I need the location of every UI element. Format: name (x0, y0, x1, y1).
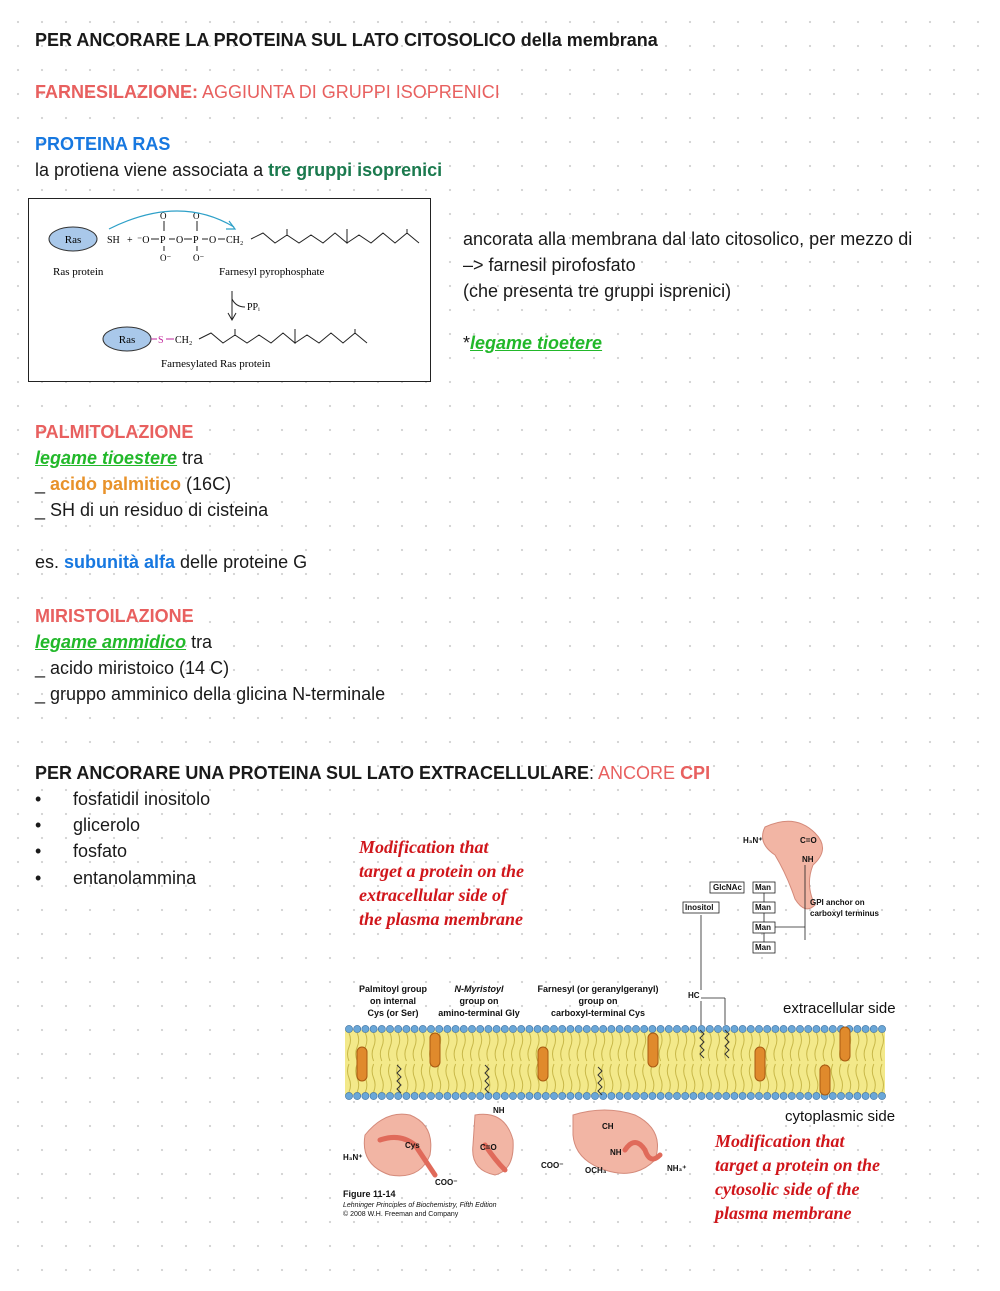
glcnac-label: GlcNAc (713, 883, 742, 892)
cys-label: Cys (405, 1141, 420, 1150)
lipid-head (632, 1092, 639, 1099)
farnesylation-line (35, 80, 500, 104)
lipid-head (624, 1092, 631, 1099)
farnesylation-title: FARNESILAZIONE: (35, 82, 199, 102)
thioester-suffix: tra (177, 448, 204, 468)
svg-text:plasma membrane: plasma membrane (715, 1203, 852, 1223)
inositol-label: Inositol (685, 903, 714, 912)
ras-title: PROTEINA RAS (35, 134, 171, 154)
ch-label: CH (602, 1122, 614, 1131)
lipid-head (378, 1092, 385, 1099)
lipid-head (542, 1025, 549, 1032)
cytosolic-anchor-heading (35, 28, 658, 52)
nh-gpi: NH (802, 855, 814, 864)
lipid-head (796, 1092, 803, 1099)
palmitoyl-label-3: Cys (or Ser) (367, 1008, 419, 1018)
ch2-label-2: CH₂ (175, 335, 193, 346)
lipid-head (714, 1025, 721, 1032)
gpi-anchor-label-1: GPI anchor on (810, 898, 865, 907)
lipid-head (829, 1092, 836, 1099)
ras-side-line-1: ancorata alla membrana dal lato citosolico, per mezzo di (463, 229, 913, 249)
myristoylation-item-2: _ gruppo amminico della glicina N-terminale (35, 684, 386, 704)
figure-book: Lehninger Principles of Biochemistry, Fifth Edition (343, 1202, 497, 1209)
palmitoylation-example (35, 550, 307, 574)
gpi-anchor-structure (683, 821, 879, 1025)
heading-main: PER ANCORARE LA PROTEINA SUL LATO CITOSOLICO (35, 30, 516, 50)
lipid-head (878, 1092, 885, 1099)
lipid-head (403, 1025, 410, 1032)
lipid-head (526, 1092, 533, 1099)
lipid-head (805, 1092, 812, 1099)
fpp-caption: Farnesyl pyrophosphate (219, 266, 325, 278)
lipid-head (485, 1092, 492, 1099)
co-gpi: C=O (800, 836, 817, 845)
figure-copyright: © 2008 W.H. Freeman and Company (343, 1211, 459, 1218)
lipid-head (477, 1092, 484, 1099)
lipid-head (493, 1025, 500, 1032)
plus-label: + (127, 235, 133, 246)
lipid-head (419, 1025, 426, 1032)
svg-text:target a protein on the: target a protein on the (715, 1155, 881, 1175)
lipid-head (764, 1092, 771, 1099)
bullet-icon: • (35, 841, 42, 861)
lipid-head (354, 1025, 361, 1032)
lipid-head (460, 1025, 467, 1032)
lipid-head (591, 1092, 598, 1099)
alpha-subunit: subunità alfa (64, 552, 176, 572)
ras-label-1: Ras (64, 234, 82, 246)
lipid-head (862, 1092, 869, 1099)
lipid-head (657, 1092, 664, 1099)
lipid-head (813, 1025, 820, 1032)
myristoylation-bond-line (35, 630, 212, 654)
o-ester: O (209, 235, 217, 246)
lipid-head (501, 1092, 508, 1099)
man-label-2: Man (755, 903, 771, 912)
lipid-head (649, 1092, 656, 1099)
lipid-head (772, 1025, 779, 1032)
lipid-head (345, 1025, 352, 1032)
lipid-head (550, 1092, 557, 1099)
lipid-head (452, 1025, 459, 1032)
lipid-head (411, 1092, 418, 1099)
lipid-head (419, 1092, 426, 1099)
lipid-head (796, 1025, 803, 1032)
farnesyl-label-1: Farnesyl (or geranylgeranyl) (537, 984, 659, 994)
item1-suffix: (16C) (181, 474, 232, 494)
lipid-head (427, 1092, 434, 1099)
man-label-4: Man (755, 943, 771, 952)
bottom-caption (713, 1131, 880, 1223)
lipid-head (870, 1092, 877, 1099)
p2-label: P (193, 235, 199, 246)
lipid-head (641, 1025, 648, 1032)
o-minus-label: ⁻O (137, 235, 150, 246)
lipid-head (591, 1025, 598, 1032)
lipid-head (452, 1092, 459, 1099)
extracellular-side-label: extracellular side (783, 1000, 896, 1017)
svg-text:the plasma membrane: the plasma membrane (359, 909, 524, 929)
lipid-head (403, 1092, 410, 1099)
lipid-head (468, 1025, 475, 1032)
myristoyl-label-2: group on (459, 996, 499, 1006)
lipid-head (575, 1092, 582, 1099)
lipid-head (477, 1025, 484, 1032)
farnesylation-reaction-figure (28, 198, 431, 382)
lipid-head (846, 1092, 853, 1099)
lipid-head (509, 1092, 516, 1099)
figure-number: Figure 11-14 (343, 1189, 396, 1199)
lipid-head (501, 1025, 508, 1032)
svg-text:target a protein on the: target a protein on the (359, 861, 525, 881)
svg-text:Modification that: Modification that (359, 837, 489, 857)
lipid-head (386, 1025, 393, 1032)
ras-side-line-3: (che presenta tre gruppi isprenici) (463, 281, 732, 301)
coo-2: COO⁻ (541, 1161, 564, 1170)
lipid-head (583, 1025, 590, 1032)
lipid-head (362, 1092, 369, 1099)
extracellular-anchor-heading (35, 761, 710, 785)
lipid-head (690, 1092, 697, 1099)
lipid-anchor-membrane-figure (335, 815, 915, 1225)
h3n-gpi: H₃N⁺ (743, 836, 763, 845)
lipid-head (755, 1092, 762, 1099)
o1-bottom: O⁻ (160, 253, 172, 263)
lipid-head (649, 1025, 656, 1032)
lipid-head (624, 1025, 631, 1032)
ras-line-emph: tre gruppi isoprenici (268, 160, 443, 180)
lipid-head (788, 1092, 795, 1099)
top-caption (358, 837, 524, 929)
attack-arrow (109, 211, 234, 229)
lipid-head (550, 1025, 557, 1032)
lipid-head (739, 1092, 746, 1099)
palmitoylation-item-2: _ SH di un residuo di cisteina (35, 500, 269, 520)
lipid-head (821, 1025, 828, 1032)
lipid-head (682, 1025, 689, 1032)
lipid-head (878, 1025, 885, 1032)
bullet-icon: • (35, 868, 42, 888)
gpi-component-4 (35, 866, 196, 890)
heading-rest: della membrana (515, 30, 658, 50)
myristoylation-title: MIRISTOILAZIONE (35, 606, 194, 626)
man-label-3: Man (755, 923, 771, 932)
hc-gpi: HC (688, 991, 700, 1000)
lipid-head (395, 1092, 402, 1099)
lipid-head (567, 1025, 574, 1032)
amide-label: legame ammidico (35, 632, 187, 652)
lipid-head (698, 1092, 705, 1099)
ras-label-2: Ras (118, 334, 136, 346)
lipid-head (559, 1025, 566, 1032)
example-prefix: es. (35, 552, 65, 572)
svg-text:Modification that: Modification that (715, 1131, 845, 1151)
lipid-head (755, 1025, 762, 1032)
lipid-head (460, 1092, 467, 1099)
lipid-head (436, 1092, 443, 1099)
ppi-label: PPᵢ (247, 302, 260, 313)
sh-label: SH (107, 235, 120, 246)
lipid-head (739, 1025, 746, 1032)
och3-label: OCH₃ (585, 1166, 607, 1175)
coo-1: COO⁻ (435, 1178, 458, 1187)
lipid-head (485, 1025, 492, 1032)
lipid-head (444, 1092, 451, 1099)
lipid-head (665, 1092, 672, 1099)
lipid-head (723, 1092, 730, 1099)
palmitoyl-label-1: Palmitoyl group (358, 984, 428, 994)
lipid-head (354, 1092, 361, 1099)
gpi-label: CPI (680, 763, 711, 783)
co-label: C=O (480, 1143, 497, 1152)
lipid-head (854, 1092, 861, 1099)
lipid-head (583, 1092, 590, 1099)
lipid-head (690, 1025, 697, 1032)
thioether-bond (463, 330, 602, 356)
lipid-head (731, 1092, 738, 1099)
lipid-head (427, 1025, 434, 1032)
thioester-label: legame tioestere (35, 448, 178, 468)
bond-star: * (463, 333, 471, 353)
lipid-head (665, 1025, 672, 1032)
o2-top: O (193, 211, 200, 221)
lipid-head (682, 1092, 689, 1099)
palmitic-acid: acido palmitico (50, 474, 182, 494)
ras-description (35, 158, 442, 182)
component-label: fosfato (73, 841, 128, 861)
svg-text:cytosolic side of the: cytosolic side of the (715, 1179, 860, 1199)
lipid-head (870, 1025, 877, 1032)
lipid-head (731, 1025, 738, 1032)
lipid-head (854, 1025, 861, 1032)
gpi-anchor-label-2: carboxyl terminus (810, 909, 879, 918)
lipid-head (764, 1025, 771, 1032)
lipid-head (526, 1025, 533, 1032)
lipid-head (616, 1025, 623, 1032)
lipid-head (468, 1092, 475, 1099)
lipid-head (534, 1092, 541, 1099)
lipid-head (772, 1092, 779, 1099)
extra-heading-main: PER ANCORARE UNA PROTEINA SUL LATO EXTRACELLULARE (35, 763, 590, 783)
cytoplasmic-side-label: cytoplasmic side (785, 1108, 896, 1125)
membrane-bilayer (345, 1030, 885, 1095)
palmitoylation-bond-line (35, 446, 203, 470)
lipid-head (780, 1092, 787, 1099)
extra-heading-colon: : (589, 763, 599, 783)
component-label: entanolammina (73, 868, 197, 888)
lipid-head (444, 1025, 451, 1032)
thioether-label: legame tioetere (470, 333, 603, 353)
lipid-head (632, 1025, 639, 1032)
gpi-component-3 (35, 839, 127, 863)
lipid-head (813, 1092, 820, 1099)
lipid-head (837, 1092, 844, 1099)
lipid-head (370, 1025, 377, 1032)
lipid-head (559, 1092, 566, 1099)
myristoylation-item-1: _ acido miristoico (14 C) (35, 658, 230, 678)
amide-suffix: tra (186, 632, 213, 652)
lipid-head (608, 1092, 615, 1099)
lipid-head (608, 1025, 615, 1032)
lipid-head (411, 1025, 418, 1032)
lipid-head (616, 1092, 623, 1099)
farnesyl-label-3: carboxyl-terminal Cys (550, 1008, 646, 1018)
man-label-1: Man (755, 883, 771, 892)
lipid-head (673, 1092, 680, 1099)
ras-protein-caption: Ras protein (53, 266, 104, 278)
lipid-head (378, 1025, 385, 1032)
lipid-head (788, 1025, 795, 1032)
lipid-head (706, 1025, 713, 1032)
lipid-head (673, 1025, 680, 1032)
lipid-head (345, 1092, 352, 1099)
farnesyl-chain-reactant (251, 229, 419, 243)
example-suffix: delle proteine G (175, 552, 308, 572)
lipid-head (780, 1025, 787, 1032)
lipid-head (714, 1092, 721, 1099)
o-bridge: O (176, 235, 184, 246)
lipid-head (657, 1025, 664, 1032)
lipid-head (862, 1025, 869, 1032)
p1-label: P (160, 235, 166, 246)
bullet-icon: • (35, 789, 42, 809)
lipid-head (386, 1092, 393, 1099)
lipid-head (509, 1025, 516, 1032)
o1-top: O (160, 211, 167, 221)
lipid-head (829, 1025, 836, 1032)
lipid-head (600, 1025, 607, 1032)
myristoyl-label-1: N-Myristoyl (454, 984, 504, 994)
nh3-label: NH₃⁺ (667, 1164, 687, 1173)
lipid-head (370, 1092, 377, 1099)
o2-bottom: O⁻ (193, 253, 205, 263)
palmitoyl-label-2: on internal (369, 996, 417, 1006)
lipid-head (518, 1025, 525, 1032)
ch2-label-1: CH₂ (226, 235, 244, 246)
svg-text:extracellular side of: extracellular side of (359, 885, 507, 905)
bullet-icon: • (35, 815, 42, 835)
gpi-component-2 (35, 813, 140, 837)
lipid-head (493, 1092, 500, 1099)
h3n-1: H₃N⁺ (343, 1153, 363, 1162)
farnesylated-caption: Farnesylated Ras protein (161, 358, 271, 370)
lipid-head (534, 1025, 541, 1032)
item1-prefix: _ (35, 474, 51, 494)
lipid-head (362, 1025, 369, 1032)
lipid-head (436, 1025, 443, 1032)
myristoyl-label-3: amino-terminal Gly (438, 1008, 520, 1018)
nh-label: NH (493, 1106, 505, 1115)
farnesylation-desc: AGGIUNTA DI GRUPPI ISOPRENICI (198, 82, 500, 102)
s-label: S (158, 335, 164, 346)
palmitoylation-item-1 (35, 472, 231, 496)
component-label: fosfatidil inositolo (73, 789, 211, 809)
lipid-head (805, 1025, 812, 1032)
lipid-head (641, 1092, 648, 1099)
lipid-head (575, 1025, 582, 1032)
lipid-head (542, 1092, 549, 1099)
lipid-head (567, 1092, 574, 1099)
gpi-component-1 (35, 787, 210, 811)
farnesyl-label-2: group on (578, 996, 618, 1006)
ras-line-prefix: la protiena viene associata a (35, 160, 269, 180)
lipid-head (518, 1092, 525, 1099)
palmitoylation-title: PALMITOLAZIONE (35, 422, 194, 442)
lipid-head (395, 1025, 402, 1032)
nh-label-2: NH (610, 1148, 622, 1157)
farnesyl-chain-product (199, 329, 367, 343)
lipid-head (747, 1025, 754, 1032)
lipid-head (706, 1092, 713, 1099)
component-label: glicerolo (73, 815, 141, 835)
ras-side-line-2: –> farnesil pirofosfato (463, 255, 636, 275)
anchors-label: ANCORE (598, 763, 681, 783)
lipid-head (747, 1092, 754, 1099)
